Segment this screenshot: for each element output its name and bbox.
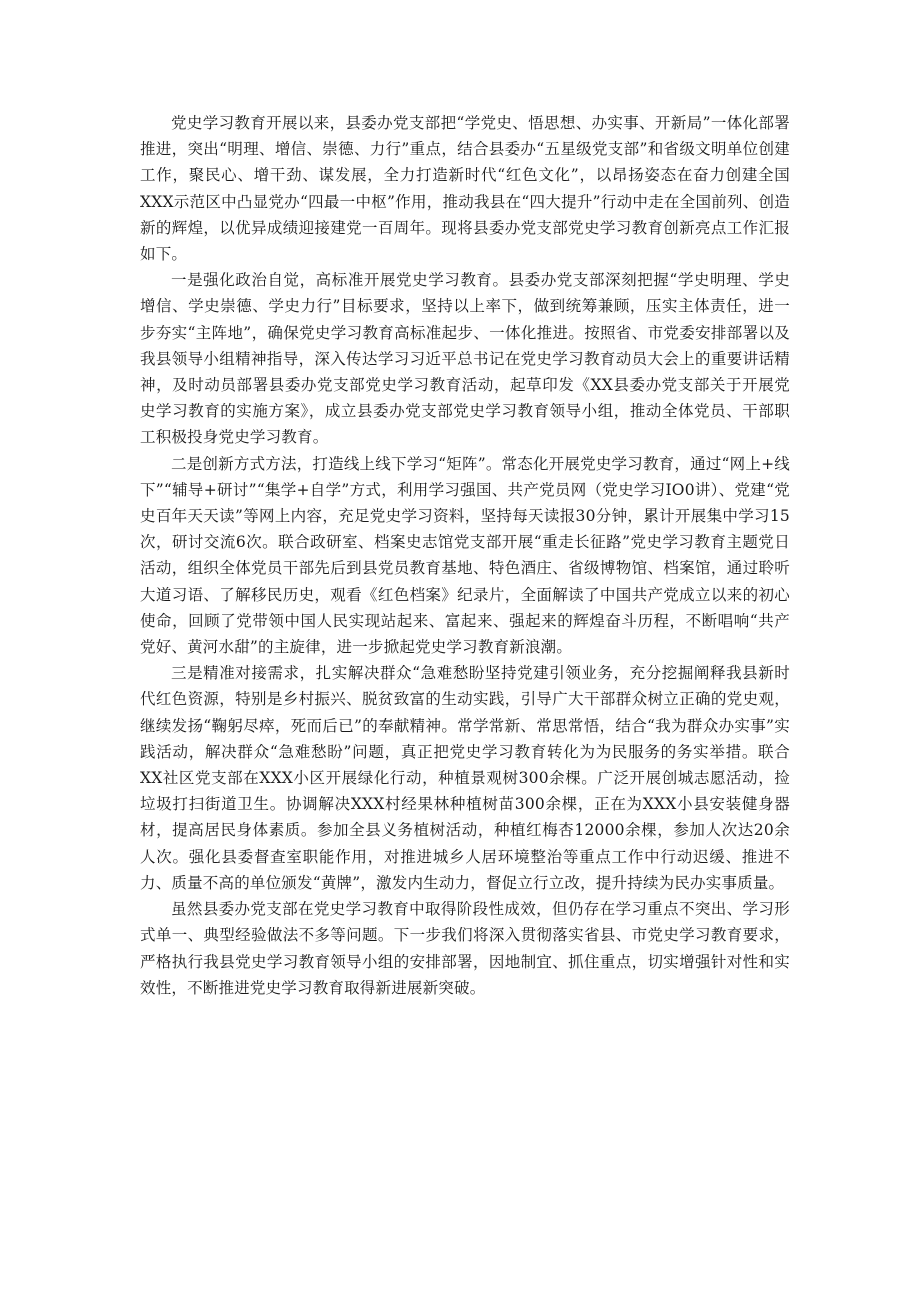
paragraph-conclusion: 虽然县委办党支部在党史学习教育中取得阶段性成效，但仍存在学习重点不突出、学习形式单一、典型经验做法不多等问题。下一步我们将深入贯彻落实省县、市党史学习教育要求，严格执行我县党史学习教育领导小组的安排部署，因地制宜、抓住重点，切实增强针对性和实效性，不断推进党史学习教育取得新进展新突破。 [140,900,790,997]
paragraph-point-three: 三是精准对接需求，扎实解决群众“急难愁盼坚持党建引领业务，充分挖掘阐释我县新时代红色资源，特别是乡村振兴、脱贫致富的生动实践，引导广大干部群众树立正确的党史观，继续发扬“鞠躬尽瘁，死而后已”的奉献精神。常学常新、常思常悟，结合“我为群众办实事”实践活动，解决群众“急难愁盼”问题，真正把党史学习教育转化为为民服务的务实举措。联合XX社区党支部在XXX小区开展绿化行动，种植景观树300余棵。广泛开展创城志愿活动，捡垃圾打扫街道卫生。协调解决XXX村经果林种植树苗300余棵，正在为XXX小县安装健身器材，提高居民身体素质。参加全县义务植树活动，种植红梅杏12000余棵，参加人次达20余人次。强化县委督查室职能作用，对推进城乡人居环境整治等重点工作中行动迟缓、推进不力、质量不高的单位颁发“黄牌”，激发内生动力，督促立行立改，提升持续为民办实事质量。 [140,664,790,892]
paragraph-point-two: 二是创新方式方法，打造线上线下学习“矩阵”。常态化开展党史学习教育，通过“网上+线下”“辅导+研讨”“集学+自学”方式，利用学习强国、共产党员网（党史学习IO0讲）、党建“党史百年天天读”等网上内容，充足党史学习资料，坚持每天读报30分钟，累计开展集中学习15次，研讨交流6次。联合政研室、档案史志馆党支部开展“重走长征路”党史学习教育主题党日活动，组织全体党员干部先后到县党员教育基地、特色酒庄、省级博物馆、档案馆，通过聆听大道习语、了解移民历史，观看《红色档案》纪录片，全面解读了中国共产党成立以来的初心使命，回顾了党带领中国人民实现站起来、富起来、强起来的辉煌奋斗历程，不断唱响“共产党好、黄河水甜”的主旋律，进一步掀起党史学习教育新浪潮。 [140,454,790,657]
document-body [140,110,790,1001]
paragraph-point-one: 一是强化政治自觉，高标准开展党史学习教育。县委办党支部深刻把握“学史明理、学史增信、学史崇德、学史力行”目标要求，坚持以上率下，做到统筹兼顾，压实主体责任，进一步夯实“主阵地”，确保党史学习教育高标准起步、一体化推进。按照省、市党委安排部署以及我县领导小组精神指导，深入传达学习习近平总书记在党史学习教育动员大会上的重要讲话精神，及时动员部署县委办党支部党史学习教育活动，起草印发《XX县委办党支部关于开展党史学习教育的实施方案》，成立县委办党支部党史学习教育领导小组，推动全体党员、干部职工积极投身党史学习教育。 [140,271,790,447]
paragraph-intro: 党史学习教育开展以来，县委办党支部把“学党史、悟思想、办实事、开新局”一体化部署推进，突出“明理、增信、崇德、力行”重点，结合县委办“五星级党支部”和省级文明单位创建工作，聚民心、增干劲、谋发展，全力打造新时代“红色文化”，以昂扬姿态在奋力创建全国XXX示范区中凸显党办“四最一中枢”作用，推动我县在“四大提升”行动中走在全国前列、创造新的辉煌，以优异成绩迎接建党一百周年。现将县委办党支部党史学习教育创新亮点工作汇报如下。 [140,114,790,264]
